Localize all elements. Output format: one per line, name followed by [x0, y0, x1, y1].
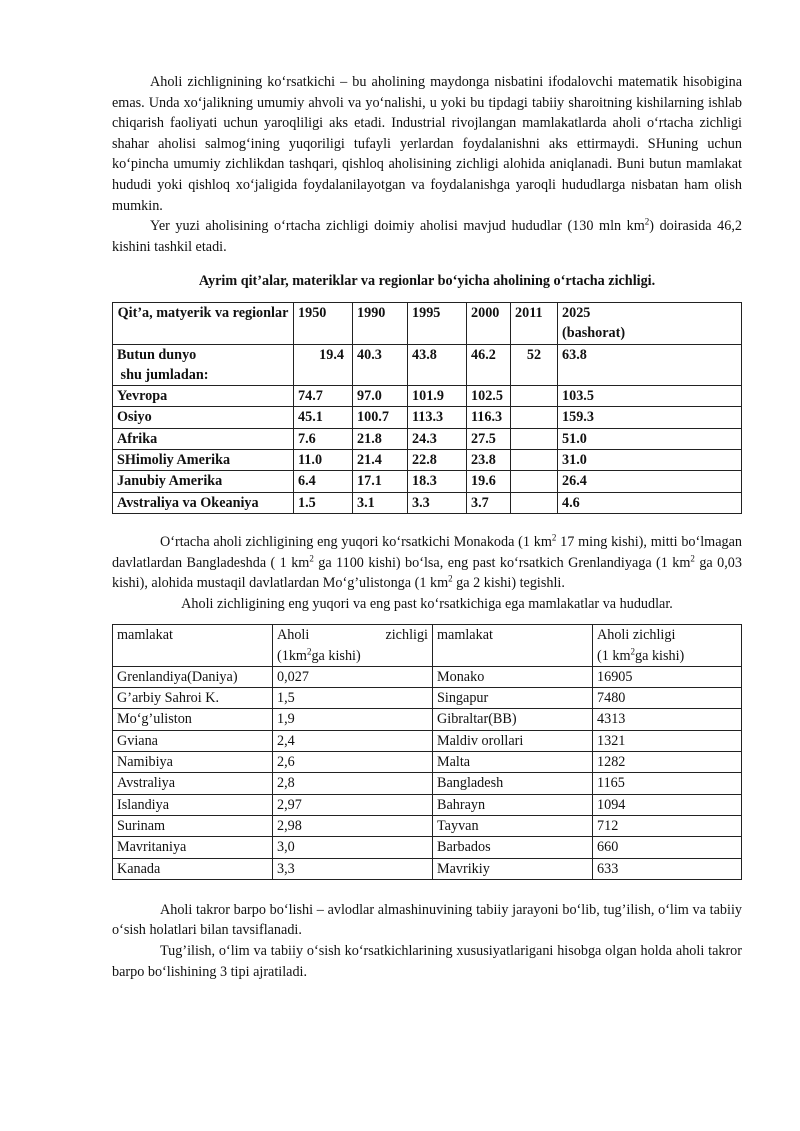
paragraph-reproduction: Aholi takror barpo bo‘lishi – avlodlar almashinuvining tabiiy jarayoni bo‘lib, tug’ilish, o‘lim va tabiiy o‘sish holatlari bilan tavsiflanadi. — [112, 901, 742, 939]
table-cell: 11.0 — [294, 450, 353, 471]
table-row — [113, 794, 742, 815]
table-cell: 16905 — [593, 666, 742, 687]
table-cell — [511, 407, 558, 428]
table-cell: 712 — [593, 815, 742, 836]
row-label: Janubiy Amerika — [113, 471, 294, 492]
table-cell — [511, 428, 558, 449]
header-country: mamlakat — [113, 625, 273, 667]
table-row-world — [113, 344, 742, 386]
table-cell: 23.8 — [467, 450, 511, 471]
table-cell: 2,8 — [273, 773, 433, 794]
table-cell: 26.4 — [558, 471, 742, 492]
paragraph-reproduction-types: Tug’ilish, o‘lim va tabiiy o‘sish ko‘rsatkichlarining xususiyatlarigani hisobga olgan holda aholi takror barpo bo‘lishining 3 tipi ajratiladi. — [112, 943, 742, 980]
table-header-row — [113, 302, 742, 344]
table-cell: 1,5 — [273, 688, 433, 709]
paragraph-world-density: Yer yuzi aholisining o‘rtacha zichligi doimiy aholisi mavjud hududlar (130 mln $km^2$) doirasida 46,2 kishini tashkil etadi. — [112, 216, 742, 255]
table-cell: 18.3 — [408, 471, 467, 492]
table-cell: Gviana — [113, 730, 273, 751]
header-year: 1995 — [408, 302, 467, 344]
table-cell: 22.8 — [408, 450, 467, 471]
table2-caption: Aholi zichligining eng yuqori va eng past ko‘rsatkichiga ega mamlakatlar va hududlar. — [181, 595, 673, 612]
table-row — [113, 428, 742, 449]
table-cell: 3.3 — [408, 492, 467, 513]
table-cell: Maldiv orollari — [433, 730, 593, 751]
table-cell: 45.1 — [294, 407, 353, 428]
document-page — [112, 72, 742, 982]
table-cell: G’arbiy Sahroi K. — [113, 688, 273, 709]
table-cell: 17.1 — [353, 471, 408, 492]
table-cell: 31.0 — [558, 450, 742, 471]
table-cell: 40.3 — [353, 344, 408, 386]
table-cell: 159.3 — [558, 407, 742, 428]
table-cell: Kanada — [113, 858, 273, 879]
table-row — [113, 752, 742, 773]
row-label: Yevropa — [113, 386, 294, 407]
table-cell: Barbados — [433, 837, 593, 858]
table-cell: Bangladesh — [433, 773, 593, 794]
table-row — [113, 858, 742, 879]
table-cell: 19.6 — [467, 471, 511, 492]
table-cell: 100.7 — [353, 407, 408, 428]
table-row — [113, 471, 742, 492]
density-by-region-table — [112, 302, 742, 514]
table-row — [113, 450, 742, 471]
table-cell: 1.5 — [294, 492, 353, 513]
header-density: Aholi zichligi (1 $km^2ga$ kishi) — [593, 625, 742, 667]
table-cell: 116.3 — [467, 407, 511, 428]
table-cell: 46.2 — [467, 344, 511, 386]
row-label: Butun dunyo shu jumladan: — [113, 344, 294, 386]
table-cell: 63.8 — [558, 344, 742, 386]
table-cell: 74.7 — [294, 386, 353, 407]
table-row — [113, 773, 742, 794]
table-cell: 660 — [593, 837, 742, 858]
table-cell: 1,9 — [273, 709, 433, 730]
table-cell: Avstraliya — [113, 773, 273, 794]
table-cell: Namibiya — [113, 752, 273, 773]
table-cell: 103.5 — [558, 386, 742, 407]
table-cell: 43.8 — [408, 344, 467, 386]
table-row — [113, 666, 742, 687]
table-cell: Mo‘g’uliston — [113, 709, 273, 730]
paragraph-extremes: O‘rtacha aholi zichligining eng yuqori ko‘rsatkichi Monakoda (1 $km^2$ 17 ming kishi), mitti bo‘lmagan davlatlardan Bangladeshda ( 1 $km^2$ ga 1100 kishi) bo‘lsa, eng past ko‘rsatkich Grenlandiyaga (1 $km^2$ ga 0,03 kishi), alohida mustaqil davlatlardan Mo‘g’ulistonga (1 $km^2$ ga 2 kishi) tegishli. — [112, 532, 742, 592]
header-year: 2000 — [467, 302, 511, 344]
table-row — [113, 837, 742, 858]
table-cell: 2,98 — [273, 815, 433, 836]
row-label: SHimoliy Amerika — [113, 450, 294, 471]
table-cell: 27.5 — [467, 428, 511, 449]
table-cell: 1094 — [593, 794, 742, 815]
table-cell — [511, 450, 558, 471]
header-forecast: 2025 (bashorat) — [558, 302, 742, 344]
row-label: Afrika — [113, 428, 294, 449]
row-label: Osiyo — [113, 407, 294, 428]
table-cell: 3.7 — [467, 492, 511, 513]
table-cell: 1165 — [593, 773, 742, 794]
table-row — [113, 815, 742, 836]
table-cell: 6.4 — [294, 471, 353, 492]
table1-caption: Ayrim qit’alar, materiklar va regionlar bo‘yicha aholining o‘rtacha zichligi. — [198, 273, 656, 290]
table-cell: 2,4 — [273, 730, 433, 751]
table-cell: 4.6 — [558, 492, 742, 513]
table-row — [113, 492, 742, 513]
header-country: mamlakat — [433, 625, 593, 667]
table-cell: Mavritaniya — [113, 837, 273, 858]
table-cell: 7.6 — [294, 428, 353, 449]
paragraph-density-intro: Aholi zichlignining ko‘rsatkichi – bu aholining maydonga nisbatini ifodalovchi matematik hisobigina emas. Unda xo‘jalikning umumiy ahvoli va yo‘nalishi, u yoki bu tipdagi tabiiy sharoitning kishilarning ishlab chiqarish faoliyati uchun yaroqliligi aks etadi. Industrial rivojlangan mamlakatlarda aholi o‘rtacha zichligi shahar aholisi salmog‘ining yuqoriligi tufayli yerlardan foydalanishni aks ettirmaydi. SHuning uchun ko‘pincha umumiy zichlikdan tashqari, qishloq aholisining zichligi alohida aniqlanadi. Buni butun mamlakat hududi yoki qishloq xo‘jaligida foydalanilayotgan va foydalanishga yaroqli hududlarga nisbatan ham olish mumkin. — [112, 74, 742, 214]
table-cell: Monako — [433, 666, 593, 687]
table-cell — [511, 386, 558, 407]
table-cell: 113.3 — [408, 407, 467, 428]
table-cell: 3,0 — [273, 837, 433, 858]
table-cell: 0,027 — [273, 666, 433, 687]
table-cell: Bahrayn — [433, 794, 593, 815]
table-cell: 4313 — [593, 709, 742, 730]
header-year: 1950 — [294, 302, 353, 344]
table-cell — [511, 471, 558, 492]
table-row — [113, 688, 742, 709]
header-year: 2011 — [511, 302, 558, 344]
table-cell: Gibraltar(BB) — [433, 709, 593, 730]
table-row — [113, 730, 742, 751]
table-cell: 19.4 — [294, 344, 353, 386]
table-cell: Grenlandiya(Daniya) — [113, 666, 273, 687]
extreme-density-table — [112, 624, 742, 880]
header-year: 1990 — [353, 302, 408, 344]
header-density: Aholi zichligi ($1km^2ga$ kishi) — [273, 625, 433, 667]
row-label: Avstraliya va Okeaniya — [113, 492, 294, 513]
table-cell: 24.3 — [408, 428, 467, 449]
table-cell: 51.0 — [558, 428, 742, 449]
table-row — [113, 407, 742, 428]
table-cell: 101.9 — [408, 386, 467, 407]
table-cell: 633 — [593, 858, 742, 879]
table-cell: 21.4 — [353, 450, 408, 471]
table-cell: 2,97 — [273, 794, 433, 815]
table-cell: 21.8 — [353, 428, 408, 449]
table-cell: 52 — [511, 344, 558, 386]
table-cell: Malta — [433, 752, 593, 773]
table-cell: Surinam — [113, 815, 273, 836]
table-cell: Singapur — [433, 688, 593, 709]
table-cell: 7480 — [593, 688, 742, 709]
table-cell: 102.5 — [467, 386, 511, 407]
table-row — [113, 386, 742, 407]
table-cell: Mavrikiy — [433, 858, 593, 879]
table-cell — [511, 492, 558, 513]
table-cell: 3,3 — [273, 858, 433, 879]
table-cell: 97.0 — [353, 386, 408, 407]
table-cell: 1321 — [593, 730, 742, 751]
header-region: Qit’a, matyerik va regionlar — [113, 302, 294, 344]
table-cell: 2,6 — [273, 752, 433, 773]
table-row — [113, 709, 742, 730]
table-cell: Islandiya — [113, 794, 273, 815]
table-cell: 1282 — [593, 752, 742, 773]
table-cell: Tayvan — [433, 815, 593, 836]
table-cell: 3.1 — [353, 492, 408, 513]
table-header-row — [113, 625, 742, 667]
